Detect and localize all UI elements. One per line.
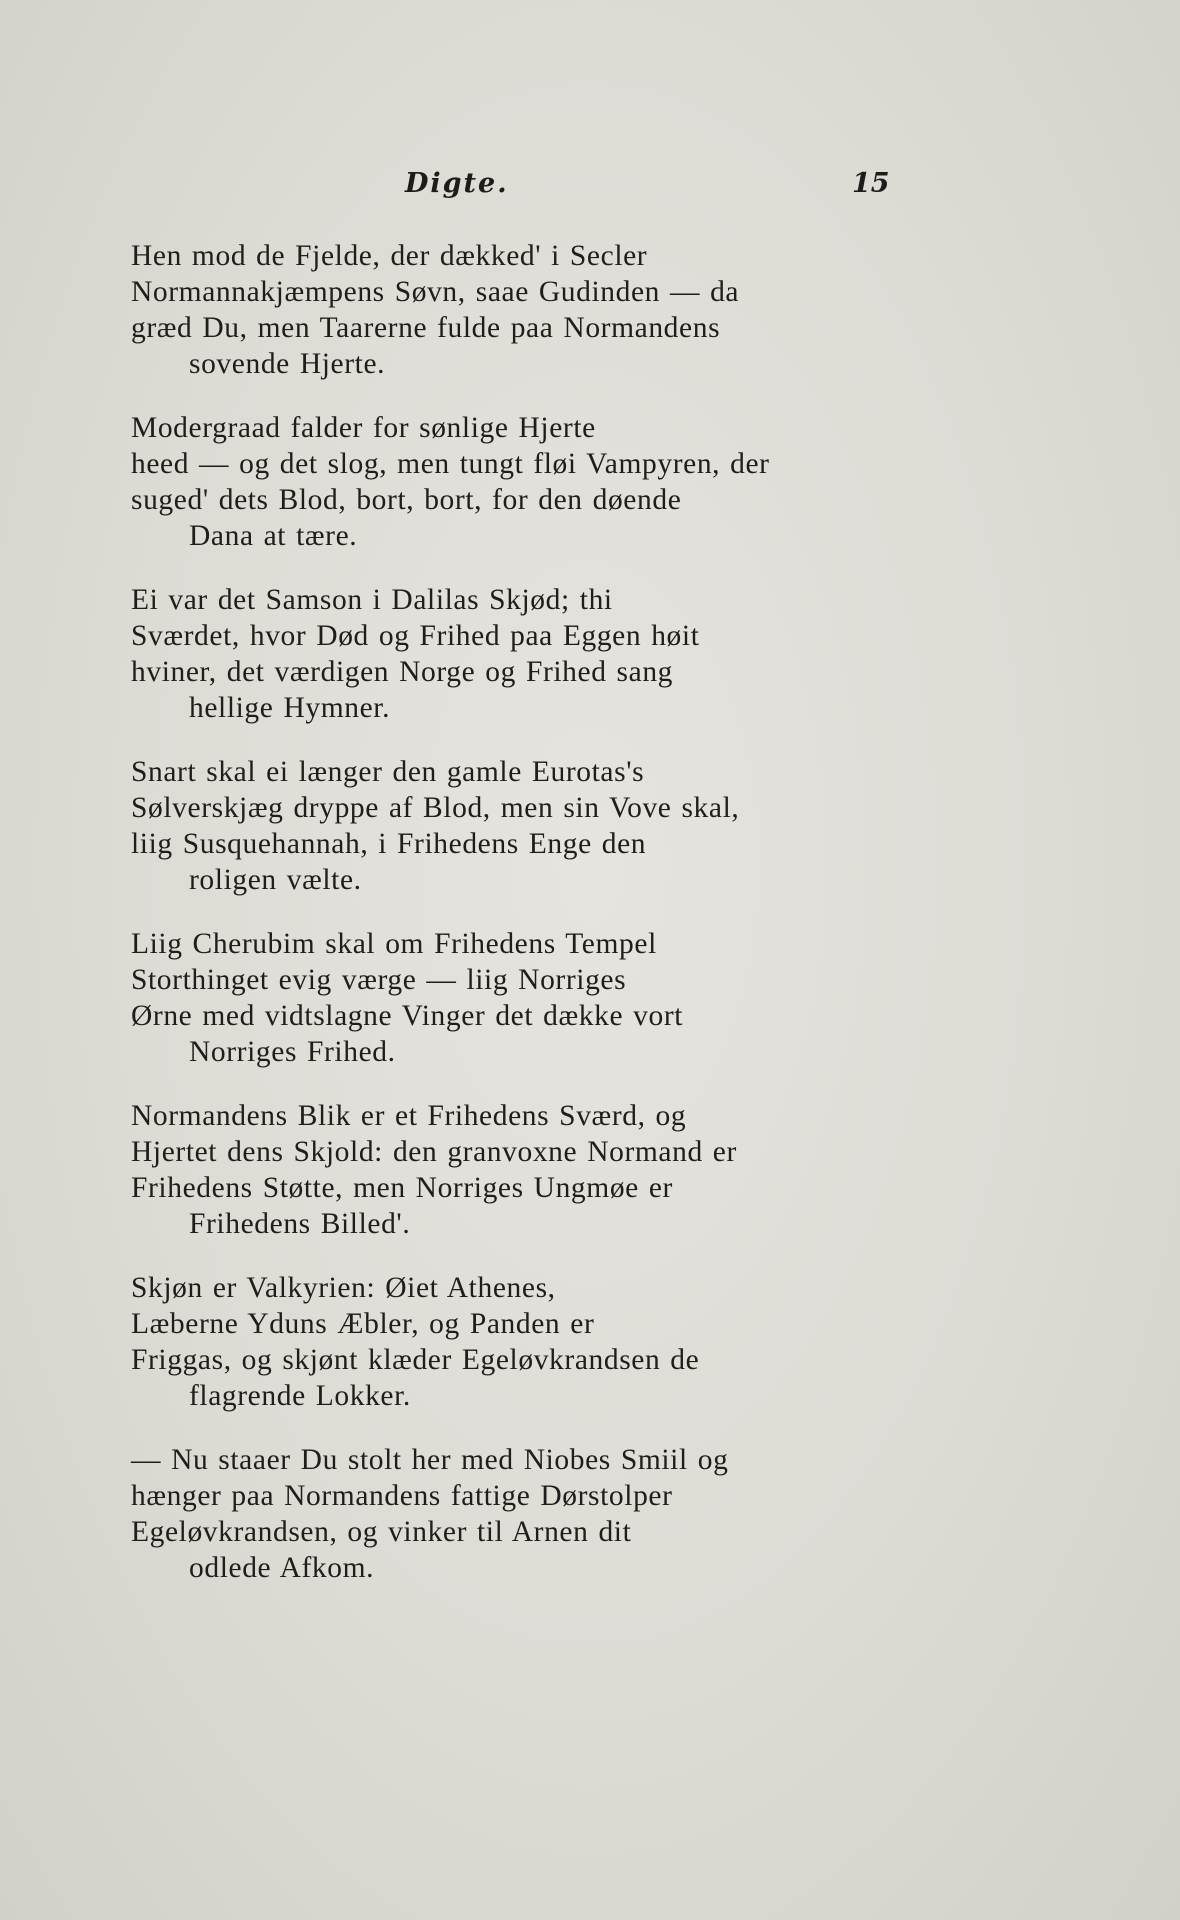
- poem-line: Ørne med vidtslagne Vinger det dække vort: [131, 1000, 684, 1032]
- poem-line: Ei var det Samson i Dalilas Skjød; thi: [131, 584, 613, 616]
- stanza-5: [131, 926, 1071, 1070]
- poem-line: Sølverskjæg dryppe af Blod, men sin Vove skal,: [131, 792, 740, 824]
- poem-line: sovende Hjerte.: [189, 348, 386, 380]
- poem: [131, 238, 1071, 1614]
- poem-line: Dana at tære.: [189, 520, 358, 552]
- poem-line: Storthinget evig værge — liig Norriges: [131, 964, 627, 996]
- poem-line: liig Susquehannah, i Frihedens Enge den: [131, 828, 647, 860]
- poem-line: odlede Afkom.: [189, 1552, 375, 1584]
- poem-line: roligen vælte.: [189, 864, 362, 896]
- poem-line: hviner, det værdigen Norge og Frihed sang: [131, 656, 674, 688]
- poem-line: Normandens Blik er et Frihedens Sværd, og: [131, 1100, 687, 1132]
- poem-line: Sværdet, hvor Død og Frihed paa Eggen høit: [131, 620, 700, 652]
- stanza-6: [131, 1098, 1071, 1242]
- stanza-4: [131, 754, 1071, 898]
- poem-line: — Nu staaer Du stolt her med Niobes Smiil og: [131, 1444, 729, 1476]
- poem-line: Frihedens Støtte, men Norriges Ungmøe er: [131, 1172, 673, 1204]
- poem-line: Modergraad falder for sønlige Hjerte: [131, 412, 596, 444]
- running-head: [0, 168, 1180, 208]
- poem-line: Læberne Yduns Æbler, og Panden er: [131, 1308, 595, 1340]
- page-number: 15: [852, 168, 890, 199]
- poem-line: Friggas, og skjønt klæder Egeløvkrandsen de: [131, 1344, 700, 1376]
- poem-line: hænger paa Normandens fattige Dørstolper: [131, 1480, 673, 1512]
- poem-line: Frihedens Billed'.: [189, 1208, 411, 1240]
- poem-line: suged' dets Blod, bort, bort, for den døende: [131, 484, 682, 516]
- stanza-7: [131, 1270, 1071, 1414]
- poem-line: hellige Hymner.: [189, 692, 391, 724]
- poem-line: Hjertet dens Skjold: den granvoxne Normand er: [131, 1136, 737, 1168]
- poem-line: Hen mod de Fjelde, der dækked' i Secler: [131, 240, 648, 272]
- stanza-8: [131, 1442, 1071, 1586]
- poem-line: Egeløvkrandsen, og vinker til Arnen dit: [131, 1516, 632, 1548]
- poem-line: Skjøn er Valkyrien: Øiet Athenes,: [131, 1272, 556, 1304]
- poem-line: Norriges Frihed.: [189, 1036, 396, 1068]
- poem-line: Snart skal ei længer den gamle Eurotas's: [131, 756, 645, 788]
- stanza-2: [131, 410, 1071, 554]
- stanza-3: [131, 582, 1071, 726]
- stanza-1: [131, 238, 1071, 382]
- poem-line: Normannakjæmpens Søvn, saae Gudinden — da: [131, 276, 740, 308]
- running-title: Digte.: [405, 168, 509, 199]
- poem-line: Liig Cherubim skal om Frihedens Tempel: [131, 928, 657, 960]
- poem-line: heed — og det slog, men tungt fløi Vampyren, der: [131, 448, 770, 480]
- poem-line: græd Du, men Taarerne fulde paa Normandens: [131, 312, 721, 344]
- poem-line: flagrende Lokker.: [189, 1380, 411, 1412]
